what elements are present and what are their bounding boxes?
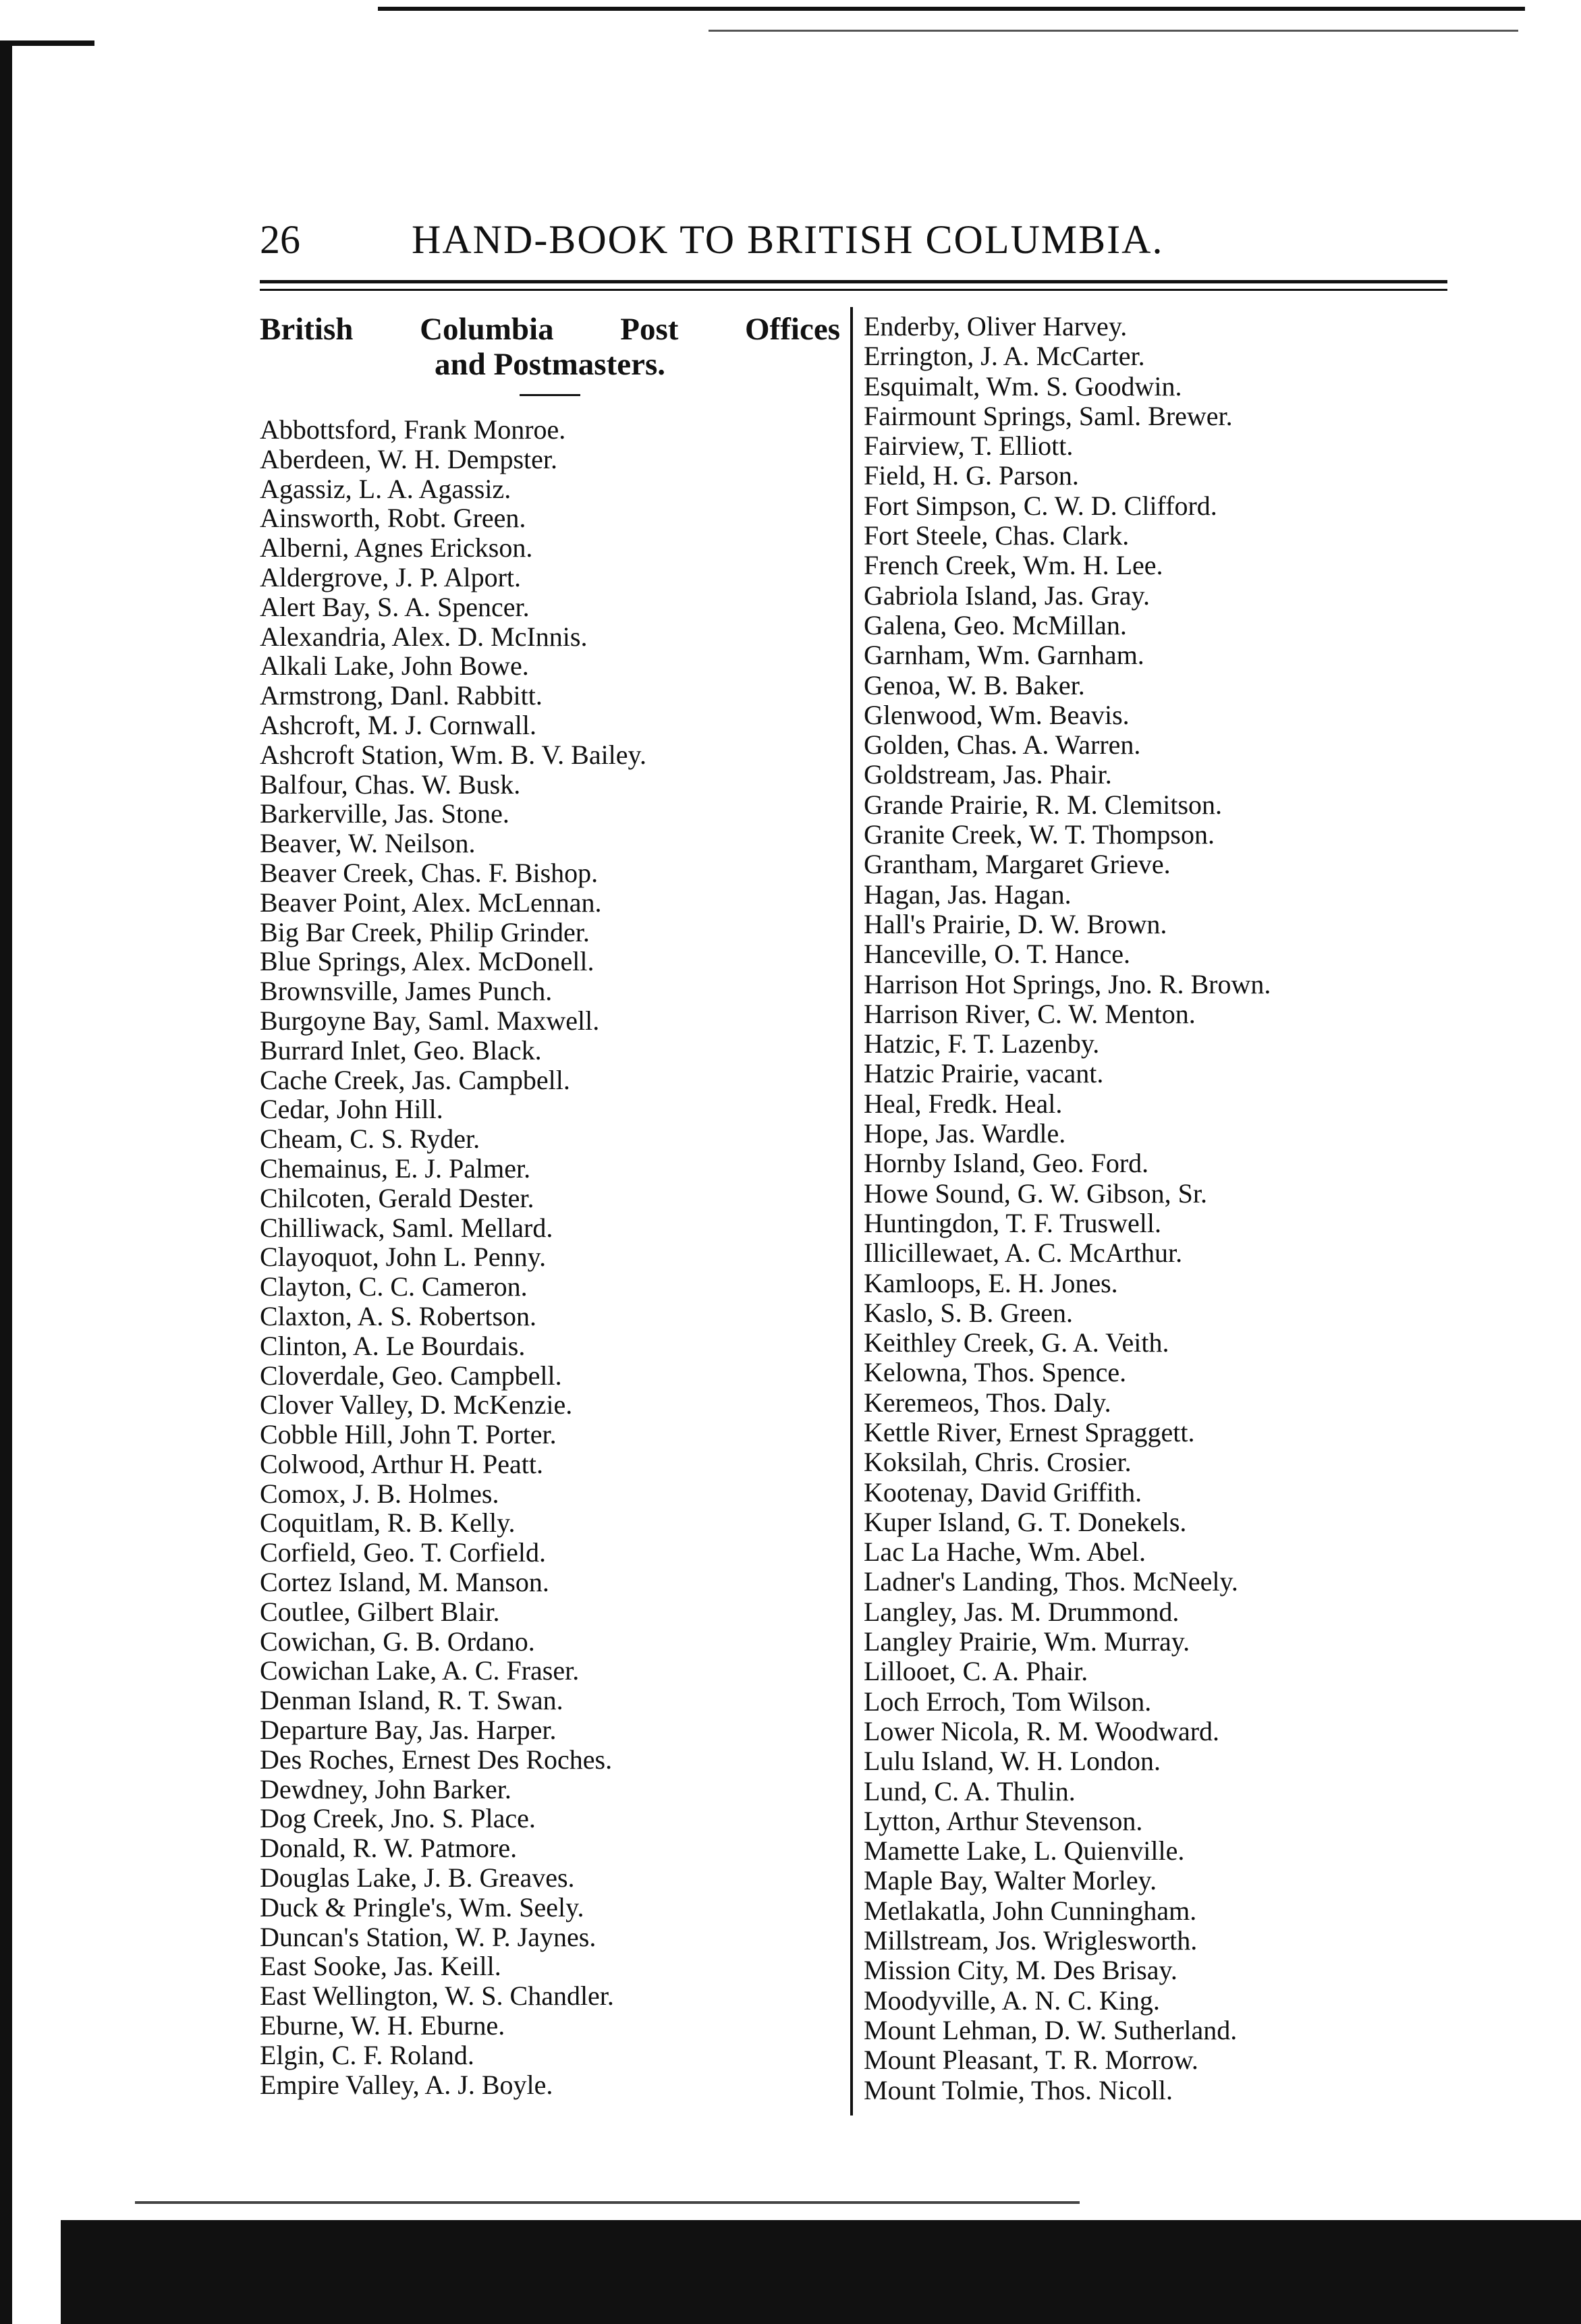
- post-office-entry: Hall's Prairie, D. W. Brown.: [864, 908, 1167, 939]
- post-office-entry: Douglas Lake, J. B. Greaves.: [260, 1862, 575, 1893]
- post-office-entry: Alexandria, Alex. D. McInnis.: [260, 621, 588, 652]
- post-office-entry: Kelowna, Thos. Spence.: [864, 1357, 1127, 1388]
- scan-corner-mark: [0, 40, 94, 46]
- post-office-entry: Mount Pleasant, T. R. Morrow.: [864, 2045, 1198, 2076]
- post-office-entry: Barkerville, Jas. Stone.: [260, 798, 509, 829]
- post-office-entry: Mount Lehman, D. W. Sutherland.: [864, 2014, 1238, 2045]
- post-office-entry: Errington, J. A. McCarter.: [864, 341, 1145, 372]
- post-office-entry: Ashcroft, M. J. Cornwall.: [260, 709, 536, 740]
- post-office-entry: Fort Steele, Chas. Clark.: [864, 520, 1130, 551]
- post-office-entry: East Wellington, W. S. Chandler.: [260, 1981, 614, 2012]
- post-office-entry: Cortez Island, M. Manson.: [260, 1567, 549, 1598]
- scan-border-top-secondary: [709, 30, 1518, 32]
- post-office-entry: Hagan, Jas. Hagan.: [864, 879, 1072, 910]
- post-office-entry: Fairmount Springs, Saml. Brewer.: [864, 400, 1233, 431]
- post-office-entry: Harrison River, C. W. Menton.: [864, 998, 1196, 1029]
- post-office-entry: Field, H. G. Parson.: [864, 460, 1079, 491]
- post-office-entry: Ashcroft Station, Wm. B. V. Bailey.: [260, 739, 646, 770]
- column-divider: [850, 307, 853, 2115]
- post-office-entry: Genoa, W. B. Baker.: [864, 669, 1085, 700]
- post-office-entry: Glenwood, Wm. Beavis.: [864, 699, 1130, 730]
- post-office-entry: Esquimalt, Wm. S. Goodwin.: [864, 370, 1182, 402]
- post-office-entry: Kamloops, E. H. Jones.: [864, 1267, 1118, 1298]
- post-office-entry: Chemainus, E. J. Palmer.: [260, 1153, 531, 1184]
- post-office-entry: Harrison Hot Springs, Jno. R. Brown.: [864, 968, 1271, 999]
- post-office-entry: Duncan's Station, W. P. Jaynes.: [260, 1921, 597, 1952]
- scan-border-left: [0, 40, 12, 2324]
- post-office-entry: Clayoquot, John L. Penny.: [260, 1242, 547, 1273]
- scan-border-top: [378, 7, 1525, 11]
- post-office-entry: Armstrong, Danl. Rabbitt.: [260, 680, 543, 711]
- section-heading: [260, 312, 840, 382]
- post-office-entry: Lulu Island, W. H. London.: [864, 1746, 1161, 1777]
- post-office-entry: Cheam, C. S. Ryder.: [260, 1124, 480, 1155]
- post-office-entry: Cloverdale, Geo. Campbell.: [260, 1360, 562, 1391]
- post-office-entry: Clover Valley, D. McKenzie.: [260, 1389, 573, 1420]
- right-column: [864, 312, 1538, 2105]
- scan-border-bottom-line: [135, 2201, 1080, 2204]
- post-office-entry: Big Bar Creek, Philip Grinder.: [260, 916, 590, 947]
- post-office-entry: Lillooet, C. A. Phair.: [864, 1656, 1088, 1687]
- post-office-entry: Granite Creek, W. T. Thompson.: [864, 819, 1215, 850]
- post-office-entry: Colwood, Arthur H. Peatt.: [260, 1448, 543, 1479]
- post-office-entry: Keithley Creek, G. A. Veith.: [864, 1327, 1169, 1358]
- post-office-entry: Grande Prairie, R. M. Clemitson.: [864, 789, 1223, 820]
- post-office-entry: Dewdney, John Barker.: [260, 1773, 511, 1804]
- post-office-entry: Goldstream, Jas. Phair.: [864, 759, 1112, 790]
- post-office-entry: Chilcoten, Gerald Dester.: [260, 1182, 534, 1213]
- post-office-entry: Departure Bay, Jas. Harper.: [260, 1715, 557, 1746]
- post-office-list-left: [260, 415, 840, 2099]
- post-office-entry: Kuper Island, G. T. Donekels.: [864, 1506, 1187, 1537]
- post-office-entry: Langley Prairie, Wm. Murray.: [864, 1626, 1190, 1657]
- post-office-entry: Donald, R. W. Patmore.: [260, 1833, 518, 1864]
- post-office-entry: Howe Sound, G. W. Gibson, Sr.: [864, 1178, 1207, 1209]
- post-office-entry: Clinton, A. Le Bourdais.: [260, 1330, 526, 1361]
- heading-short-rule: [520, 394, 580, 396]
- post-office-entry: Cowichan Lake, A. C. Fraser.: [260, 1655, 580, 1686]
- post-office-entry: Fort Simpson, C. W. D. Clifford.: [864, 490, 1217, 521]
- post-office-entry: Claxton, A. S. Robertson.: [260, 1300, 537, 1331]
- post-office-entry: French Creek, Wm. H. Lee.: [864, 550, 1163, 581]
- post-office-entry: Illicillewaet, A. C. McArthur.: [864, 1238, 1183, 1269]
- post-office-entry: Koksilah, Chris. Crosier.: [864, 1447, 1132, 1478]
- post-office-entry: Elgin, C. F. Roland.: [260, 2039, 474, 2070]
- post-office-entry: Des Roches, Ernest Des Roches.: [260, 1744, 613, 1775]
- post-office-entry: Burgoyne Bay, Saml. Maxwell.: [260, 1005, 600, 1036]
- post-office-entry: Clayton, C. C. Cameron.: [260, 1271, 528, 1302]
- post-office-entry: Cowichan, G. B. Ordano.: [260, 1626, 535, 1657]
- post-office-entry: Cedar, John Hill.: [260, 1094, 443, 1125]
- post-office-entry: Denman Island, R. T. Swan.: [260, 1685, 563, 1716]
- post-office-entry: Maple Bay, Walter Morley.: [864, 1865, 1157, 1896]
- section-heading-line1: British Columbia Post Offices: [260, 312, 840, 347]
- post-office-entry: Metlakatla, John Cunningham.: [864, 1895, 1197, 1926]
- post-office-entry: Eburne, W. H. Eburne.: [260, 2010, 505, 2041]
- post-office-entry: Beaver Point, Alex. McLennan.: [260, 887, 602, 918]
- left-column: [260, 312, 840, 2099]
- post-office-entry: Coutlee, Gilbert Blair.: [260, 1596, 500, 1627]
- post-office-entry: Blue Springs, Alex. McDonell.: [260, 946, 594, 977]
- post-office-entry: Enderby, Oliver Harvey.: [864, 311, 1128, 341]
- page-header: [260, 213, 1461, 273]
- post-office-entry: Millstream, Jos. Wriglesworth.: [864, 1925, 1198, 1956]
- running-title: HAND-BOOK TO BRITISH COLUMBIA.: [412, 217, 1164, 262]
- post-office-entry: Balfour, Chas. W. Busk.: [260, 769, 521, 800]
- post-office-entry: Lower Nicola, R. M. Woodward.: [864, 1715, 1220, 1746]
- post-office-entry: Agassiz, L. A. Agassiz.: [260, 473, 511, 504]
- post-office-entry: Dog Creek, Jno. S. Place.: [260, 1803, 536, 1834]
- post-office-entry: Golden, Chas. A. Warren.: [864, 729, 1141, 760]
- page-number: 26: [260, 217, 300, 262]
- post-office-entry: Mount Tolmie, Thos. Nicoll.: [864, 2074, 1173, 2105]
- post-office-entry: Galena, Geo. McMillan.: [864, 609, 1127, 640]
- post-office-entry: Kootenay, David Griffith.: [864, 1476, 1142, 1507]
- post-office-entry: Langley, Jas. M. Drummond.: [864, 1596, 1180, 1627]
- post-office-entry: Huntingdon, T. F. Truswell.: [864, 1207, 1161, 1238]
- post-office-entry: Brownsville, James Punch.: [260, 976, 553, 1007]
- post-office-entry: Ladner's Landing, Thos. McNeely.: [864, 1566, 1238, 1597]
- post-office-entry: Abbottsford, Frank Monroe.: [260, 414, 566, 445]
- post-office-entry: Gabriola Island, Jas. Gray.: [864, 580, 1150, 611]
- post-office-entry: Alkali Lake, John Bowe.: [260, 651, 529, 682]
- post-office-entry: Grantham, Margaret Grieve.: [864, 849, 1171, 880]
- post-office-entry: Aldergrove, J. P. Alport.: [260, 561, 522, 592]
- post-office-entry: Chilliwack, Saml. Mellard.: [260, 1212, 553, 1243]
- post-office-entry: Cobble Hill, John T. Porter.: [260, 1419, 557, 1450]
- post-office-entry: Lac La Hache, Wm. Abel.: [864, 1537, 1146, 1568]
- post-office-entry: Heal, Fredk. Heal.: [864, 1088, 1063, 1119]
- post-office-entry: Duck & Pringle's, Wm. Seely.: [260, 1891, 584, 1922]
- post-office-entry: Lytton, Arthur Stevenson.: [864, 1805, 1143, 1836]
- post-office-entry: Hanceville, O. T. Hance.: [864, 939, 1131, 970]
- post-office-entry: Kaslo, S. B. Green.: [864, 1297, 1073, 1328]
- post-office-entry: Lund, C. A. Thulin.: [864, 1775, 1076, 1806]
- post-office-entry: Empire Valley, A. J. Boyle.: [260, 2069, 553, 2100]
- post-office-entry: Keremeos, Thos. Daly.: [864, 1387, 1111, 1418]
- post-office-entry: Alert Bay, S. A. Spencer.: [260, 591, 530, 622]
- post-office-entry: Beaver, W. Neilson.: [260, 828, 476, 859]
- post-office-entry: Hornby Island, Geo. Ford.: [864, 1148, 1149, 1179]
- post-office-entry: Coquitlam, R. B. Kelly.: [260, 1507, 516, 1539]
- post-office-entry: Loch Erroch, Tom Wilson.: [864, 1686, 1152, 1717]
- post-office-entry: Comox, J. B. Holmes.: [260, 1478, 499, 1509]
- post-office-entry: Hope, Jas. Wardle.: [864, 1118, 1066, 1149]
- post-office-entry: Hatzic, F. T. Lazenby.: [864, 1028, 1100, 1059]
- post-office-entry: Mamette Lake, L. Quienville.: [864, 1835, 1185, 1866]
- post-office-entry: Kettle River, Ernest Spraggett.: [864, 1416, 1195, 1447]
- post-office-entry: Aberdeen, W. H. Dempster.: [260, 443, 558, 474]
- post-office-entry: Moodyville, A. N. C. King.: [864, 1985, 1160, 2016]
- post-office-list-right: [864, 312, 1538, 2105]
- post-office-entry: Garnham, Wm. Garnham.: [864, 640, 1144, 671]
- post-office-entry: Corfield, Geo. T. Corfield.: [260, 1537, 546, 1568]
- post-office-entry: Hatzic Prairie, vacant.: [864, 1058, 1104, 1089]
- section-heading-line2: and Postmasters.: [434, 347, 666, 382]
- post-office-entry: Ainsworth, Robt. Green.: [260, 503, 526, 534]
- post-office-entry: Burrard Inlet, Geo. Black.: [260, 1034, 542, 1066]
- post-office-entry: Cache Creek, Jas. Campbell.: [260, 1064, 570, 1095]
- post-office-entry: Mission City, M. Des Brisay.: [864, 1955, 1177, 1986]
- post-office-entry: East Sooke, Jas. Keill.: [260, 1951, 501, 1982]
- header-rule-thin: [260, 289, 1447, 291]
- post-office-entry: Fairview, T. Elliott.: [864, 431, 1074, 462]
- scan-border-bottom: [61, 2220, 1581, 2324]
- post-office-entry: Beaver Creek, Chas. F. Bishop.: [260, 857, 599, 888]
- post-office-entry: Alberni, Agnes Erickson.: [260, 532, 533, 563]
- header-rule-thick: [260, 280, 1447, 283]
